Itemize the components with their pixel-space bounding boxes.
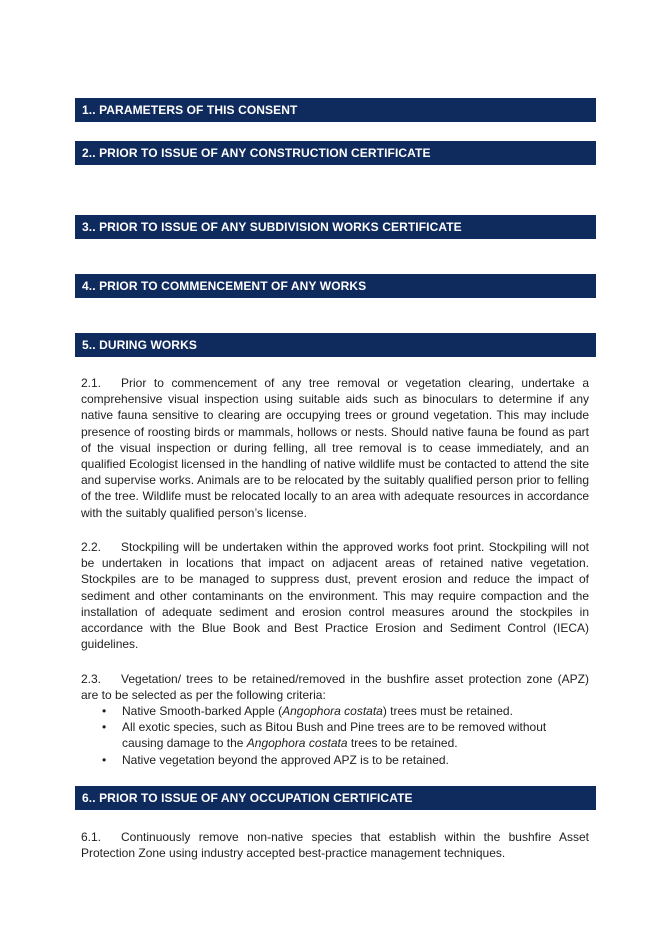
section-heading-1: 1.. PARAMETERS OF THIS CONSENT: [75, 98, 596, 122]
list-item: • Native vegetation beyond the approved APZ is to be retained.: [81, 752, 589, 768]
paragraph-6-1: [81, 829, 589, 861]
paragraph-2-3: [81, 671, 589, 703]
paragraph-text: Prior to commencement of any tree removal or vegetation clearing, undertake a comprehensive visual inspection using suitable aids such as binoculars to determine if any native fauna sensitive to clearing are occupying trees or ground vegetation. This may include presence of roosting birds or mammals, hollows or nests. Should native fauna be found as part of the visual inspection or during felling, all tree removal is to cease immediately, and an qualified Ecologist licensed in the handling of native wildlife must be contacted to attend the site and supervise works. Animals are to be relocated by the suitably qualified person prior to felling of the tree. Wildlife must be relocated locally to an area with adequate resources in accordance with the suitably qualified person’s license.: [81, 376, 589, 520]
species-name: Angophora costata: [282, 704, 383, 718]
paragraph-text: Continuously remove non-native species that establish within the bushfire Asset Protection Zone using industry accepted best-practice management techniques.: [81, 830, 589, 861]
paragraph-text: Vegetation/ trees to be retained/removed in the bushfire asset protection zone (APZ) are to be selected as per the following criteria:: [81, 672, 589, 703]
list-item: • Native Smooth-barked Apple (Angophora costata) trees must be retained.: [81, 703, 589, 719]
species-name: Angophora costata: [246, 736, 348, 751]
section-heading-6: 6.. PRIOR TO ISSUE OF ANY OCCUPATION CERTIFICATE: [75, 786, 596, 810]
section-heading-4: 4.. PRIOR TO COMMENCEMENT OF ANY WORKS: [75, 274, 596, 298]
criteria-list: [81, 703, 589, 768]
section-heading-5: 5.. DURING WORKS: [75, 333, 596, 357]
section-heading-3: 3.. PRIOR TO ISSUE OF ANY SUBDIVISION WORKS CERTIFICATE: [75, 215, 596, 239]
section-heading-2: 2.. PRIOR TO ISSUE OF ANY CONSTRUCTION CERTIFICATE: [75, 141, 596, 165]
paragraph-number: 2.3.: [81, 672, 102, 686]
paragraph-2-2: [81, 539, 589, 652]
paragraph-number: 6.1.: [81, 830, 102, 844]
paragraph-number: 2.2.: [81, 540, 102, 554]
paragraph-text: Stockpiling will be undertaken within the approved works foot print. Stockpiling will not be undertaken in locations that impact on adjacent areas of retained native vegetation. Stockpiles are to be managed to suppress dust, prevent erosion and reduce the impact of sediment and other contaminants on the environment. This may require compaction and the installation of adequate sediment and erosion control measures around the stockpiles in accordance with the Blue Book and Best Practice Erosion and Sediment Control (IECA) guidelines.: [81, 540, 589, 652]
paragraph-2-1: [81, 375, 589, 521]
paragraph-number: 2.1.: [81, 376, 102, 390]
list-item: • All exotic species, such as Bitou Bush and Pine trees are to be removed without causing damage to the Angophora costata trees to be retained.: [81, 719, 589, 751]
